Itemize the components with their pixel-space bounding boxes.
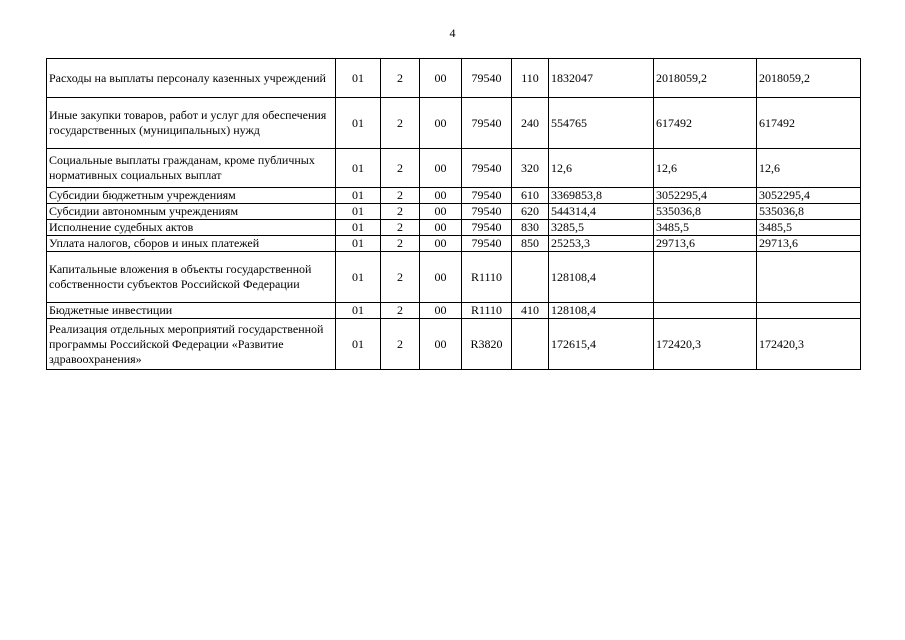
event-code: 00 — [420, 252, 462, 303]
subprogram-code: 2 — [381, 236, 420, 252]
amount-year-3: 172420,3 — [757, 319, 861, 370]
row-name: Реализация отдельных мероприятий государственной программы Российской Федерации «Развитие здравоохранения» — [47, 319, 336, 370]
program-code: 01 — [336, 319, 381, 370]
table-row — [47, 220, 861, 236]
subprogram-code: 2 — [381, 220, 420, 236]
amount-year-1: 3285,5 — [549, 220, 654, 236]
program-code: 01 — [336, 188, 381, 204]
row-name: Капитальные вложения в объекты государственной собственности субъектов Российской Федерации — [47, 252, 336, 303]
amount-year-3: 12,6 — [757, 149, 861, 188]
amount-year-1: 25253,3 — [549, 236, 654, 252]
table-row — [47, 319, 861, 370]
row-name: Иные закупки товаров, работ и услуг для обеспечения государственных (муниципальных) нужд — [47, 98, 336, 149]
amount-year-3: 29713,6 — [757, 236, 861, 252]
subprogram-code: 2 — [381, 303, 420, 319]
expense-type-code — [512, 319, 549, 370]
amount-year-1: 1832047 — [549, 59, 654, 98]
program-code: 01 — [336, 252, 381, 303]
table-row — [47, 98, 861, 149]
event-code: 00 — [420, 204, 462, 220]
page-number: 4 — [449, 26, 456, 40]
expense-type-code: 410 — [512, 303, 549, 319]
subprogram-code: 2 — [381, 98, 420, 149]
subprogram-code: 2 — [381, 59, 420, 98]
amount-year-1: 3369853,8 — [549, 188, 654, 204]
subprogram-code: 2 — [381, 149, 420, 188]
amount-year-2: 2018059,2 — [654, 59, 757, 98]
amount-year-2: 3052295,4 — [654, 188, 757, 204]
amount-year-2 — [654, 252, 757, 303]
event-code: 00 — [420, 98, 462, 149]
direction-code: 79540 — [462, 236, 512, 252]
event-code: 00 — [420, 303, 462, 319]
event-code: 00 — [420, 188, 462, 204]
amount-year-1: 172615,4 — [549, 319, 654, 370]
table-row — [47, 149, 861, 188]
program-code: 01 — [336, 236, 381, 252]
row-name: Субсидии автономным учреждениям — [47, 204, 336, 220]
event-code: 00 — [420, 236, 462, 252]
budget-table — [46, 58, 861, 370]
amount-year-1: 12,6 — [549, 149, 654, 188]
row-name: Уплата налогов, сборов и иных платежей — [47, 236, 336, 252]
amount-year-3: 2018059,2 — [757, 59, 861, 98]
amount-year-1: 128108,4 — [549, 303, 654, 319]
table-row — [47, 252, 861, 303]
direction-code: 79540 — [462, 220, 512, 236]
event-code: 00 — [420, 319, 462, 370]
program-code: 01 — [336, 149, 381, 188]
program-code: 01 — [336, 59, 381, 98]
amount-year-2: 617492 — [654, 98, 757, 149]
program-code: 01 — [336, 204, 381, 220]
direction-code: 79540 — [462, 98, 512, 149]
event-code: 00 — [420, 59, 462, 98]
amount-year-2: 12,6 — [654, 149, 757, 188]
amount-year-2: 29713,6 — [654, 236, 757, 252]
amount-year-1: 554765 — [549, 98, 654, 149]
table-row — [47, 303, 861, 319]
expense-type-code: 110 — [512, 59, 549, 98]
subprogram-code: 2 — [381, 319, 420, 370]
subprogram-code: 2 — [381, 204, 420, 220]
expense-type-code: 850 — [512, 236, 549, 252]
expense-type-code: 240 — [512, 98, 549, 149]
amount-year-2: 535036,8 — [654, 204, 757, 220]
table-row — [47, 59, 861, 98]
amount-year-3: 3485,5 — [757, 220, 861, 236]
amount-year-2: 3485,5 — [654, 220, 757, 236]
direction-code: R1110 — [462, 252, 512, 303]
expense-type-code: 610 — [512, 188, 549, 204]
amount-year-3 — [757, 252, 861, 303]
expense-type-code — [512, 252, 549, 303]
row-name: Расходы на выплаты персоналу казенных учреждений — [47, 59, 336, 98]
expense-type-code: 620 — [512, 204, 549, 220]
program-code: 01 — [336, 220, 381, 236]
row-name: Субсидии бюджетным учреждениям — [47, 188, 336, 204]
row-name: Исполнение судебных актов — [47, 220, 336, 236]
direction-code: 79540 — [462, 149, 512, 188]
expense-type-code: 320 — [512, 149, 549, 188]
subprogram-code: 2 — [381, 188, 420, 204]
amount-year-1: 544314,4 — [549, 204, 654, 220]
row-name: Социальные выплаты гражданам, кроме публичных нормативных социальных выплат — [47, 149, 336, 188]
amount-year-2 — [654, 303, 757, 319]
table-row — [47, 236, 861, 252]
amount-year-3 — [757, 303, 861, 319]
event-code: 00 — [420, 149, 462, 188]
amount-year-2: 172420,3 — [654, 319, 757, 370]
direction-code: 79540 — [462, 188, 512, 204]
expense-type-code: 830 — [512, 220, 549, 236]
direction-code: 79540 — [462, 59, 512, 98]
table-row — [47, 204, 861, 220]
amount-year-3: 3052295,4 — [757, 188, 861, 204]
direction-code: R3820 — [462, 319, 512, 370]
table-row — [47, 188, 861, 204]
program-code: 01 — [336, 303, 381, 319]
program-code: 01 — [336, 98, 381, 149]
amount-year-3: 617492 — [757, 98, 861, 149]
direction-code: 79540 — [462, 204, 512, 220]
row-name: Бюджетные инвестиции — [47, 303, 336, 319]
amount-year-3: 535036,8 — [757, 204, 861, 220]
event-code: 00 — [420, 220, 462, 236]
amount-year-1: 128108,4 — [549, 252, 654, 303]
direction-code: R1110 — [462, 303, 512, 319]
subprogram-code: 2 — [381, 252, 420, 303]
